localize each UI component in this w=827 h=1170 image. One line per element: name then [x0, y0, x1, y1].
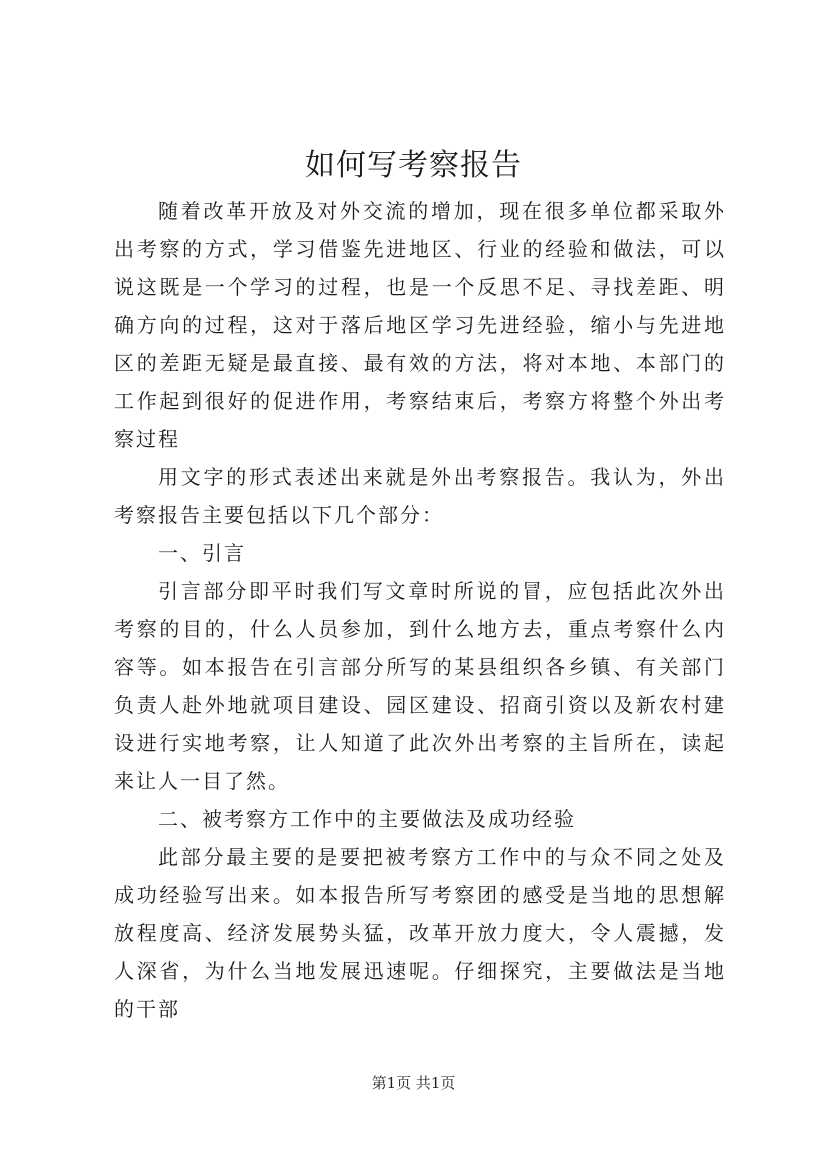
paragraph-section-1: 引言部分即平时我们写文章时所说的冒，应包括此次外出考察的目的，什么人员参加，到什么地方去，重点考察什么内容等。如本报告在引言部分所写的某县组织各乡镇、有关部门负责人赴外地就项目建设、园区建设、招商引资以及新农村建设进行实地考察，让人知道了此次外出考察的主旨所在，读起来让人一目了然。: [114, 579, 726, 793]
paragraph-intro: 随着改革开放及对外交流的增加，现在很多单位都采取外出考察的方式，学习借鉴先进地区、行业的经验和做法，可以说这既是一个学习的过程，也是一个反思不足、寻找差距、明确方向的过程，这对于落后地区学习先进经验，缩小与先进地区的差距无疑是最直接、最有效的方法，将对本地、本部门的工作起到很好的促进作用，考察结束后，考察方将整个外出考察过程: [114, 199, 726, 451]
document-title: 如何写考察报告: [305, 148, 522, 183]
section-heading-2: 二、被考察方工作中的主要做法及成功经验: [158, 807, 576, 831]
document-body: [114, 192, 726, 1028]
section-heading-1: 一、引言: [158, 541, 246, 565]
paragraph-definition: 用文字的形式表述出来就是外出考察报告。我认为，外出考察报告主要包括以下几个部分：: [114, 465, 726, 527]
page-footer: 第1页 共1页: [371, 1074, 456, 1092]
paragraph-section-2: 此部分最主要的是要把被考察方工作中的与众不同之处及成功经验写出来。如本报告所写考察团的感受是当地的思想解放程度高、经济发展势头猛，改革开放力度大，令人震撼，发人深省，为什么当地发展迅速呢。仔细探究，主要做法是当地的干部: [114, 845, 726, 1021]
